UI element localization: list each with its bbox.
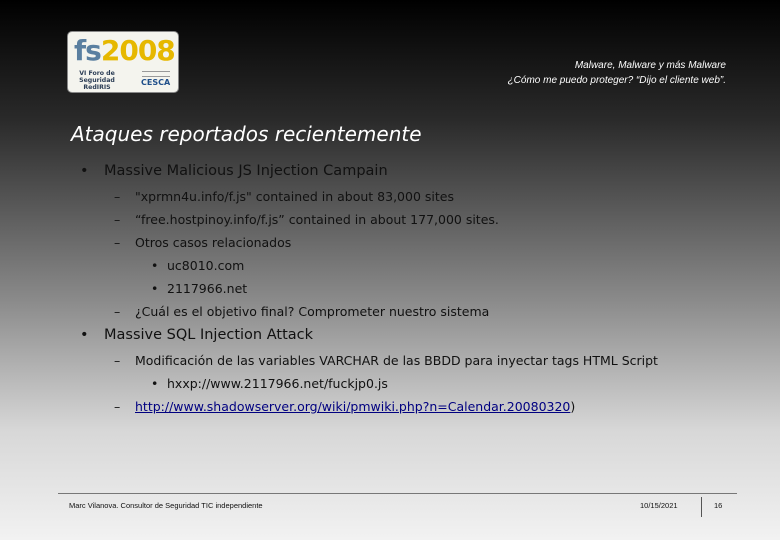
list-item: – ¿Cuál es el objetivo final? Comprometer nuestro sistema <box>114 304 490 319</box>
list-item: • 2117966.net <box>151 281 248 296</box>
footer-separator <box>701 497 702 517</box>
list-item: – http://www.shadowserver.org/wiki/pmwiki.php?n=Calendar.20080320) <box>114 399 576 414</box>
shadowserver-link[interactable]: http://www.shadowserver.org/wiki/pmwiki.php?n=Calendar.20080320 <box>135 399 571 414</box>
bullet-js-injection: • Massive Malicious JS Injection Campain <box>80 163 388 179</box>
presentation-title-line1: Malware, Malware y más Malware <box>574 60 726 71</box>
list-item: – Modificación de las variables VARCHAR de las BBDD para inyectar tags HTML Script <box>114 353 658 368</box>
dash-icon: – <box>114 304 121 319</box>
bullet-icon: • <box>80 163 89 179</box>
dash-icon: – <box>114 189 121 204</box>
logo-subtitle: VI Foro de Seguridad RedIRIS <box>79 70 115 91</box>
footer-date: 10/15/2021 <box>640 501 678 510</box>
bullet-icon: • <box>151 258 159 273</box>
footer-author: Marc Vilanova. Consultor de Seguridad TIC independiente <box>69 501 263 510</box>
logo-wordmark: fs2008 <box>74 34 175 67</box>
list-item: • uc8010.com <box>151 258 245 273</box>
bullet-icon: • <box>151 281 159 296</box>
bullet-icon: • <box>151 376 159 391</box>
dash-icon: – <box>114 353 121 368</box>
logo-seal: CESCA <box>141 78 171 87</box>
bullet-sql-injection: • Massive SQL Injection Attack <box>80 327 314 343</box>
list-item: – “free.hostpinoy.info/f.js” contained in about 177,000 sites. <box>114 212 499 227</box>
dash-icon: – <box>114 399 121 414</box>
footer-divider <box>58 493 737 494</box>
bullet-icon: • <box>80 327 89 343</box>
presentation-title-line2: ¿Cómo me puedo proteger? “Dijo el cliente web”. <box>507 75 726 86</box>
list-item: • hxxp://www.2117966.net/fuckjp0.js <box>151 376 388 391</box>
page-number: 16 <box>714 501 723 510</box>
list-item: – "xprmn4u.info/f.js" contained in about 83,000 sites <box>114 189 454 204</box>
slide-title: Ataques reportados recientemente <box>71 122 422 146</box>
dash-icon: – <box>114 212 121 227</box>
list-item: – Otros casos relacionados <box>114 235 292 250</box>
dash-icon: – <box>114 235 121 250</box>
